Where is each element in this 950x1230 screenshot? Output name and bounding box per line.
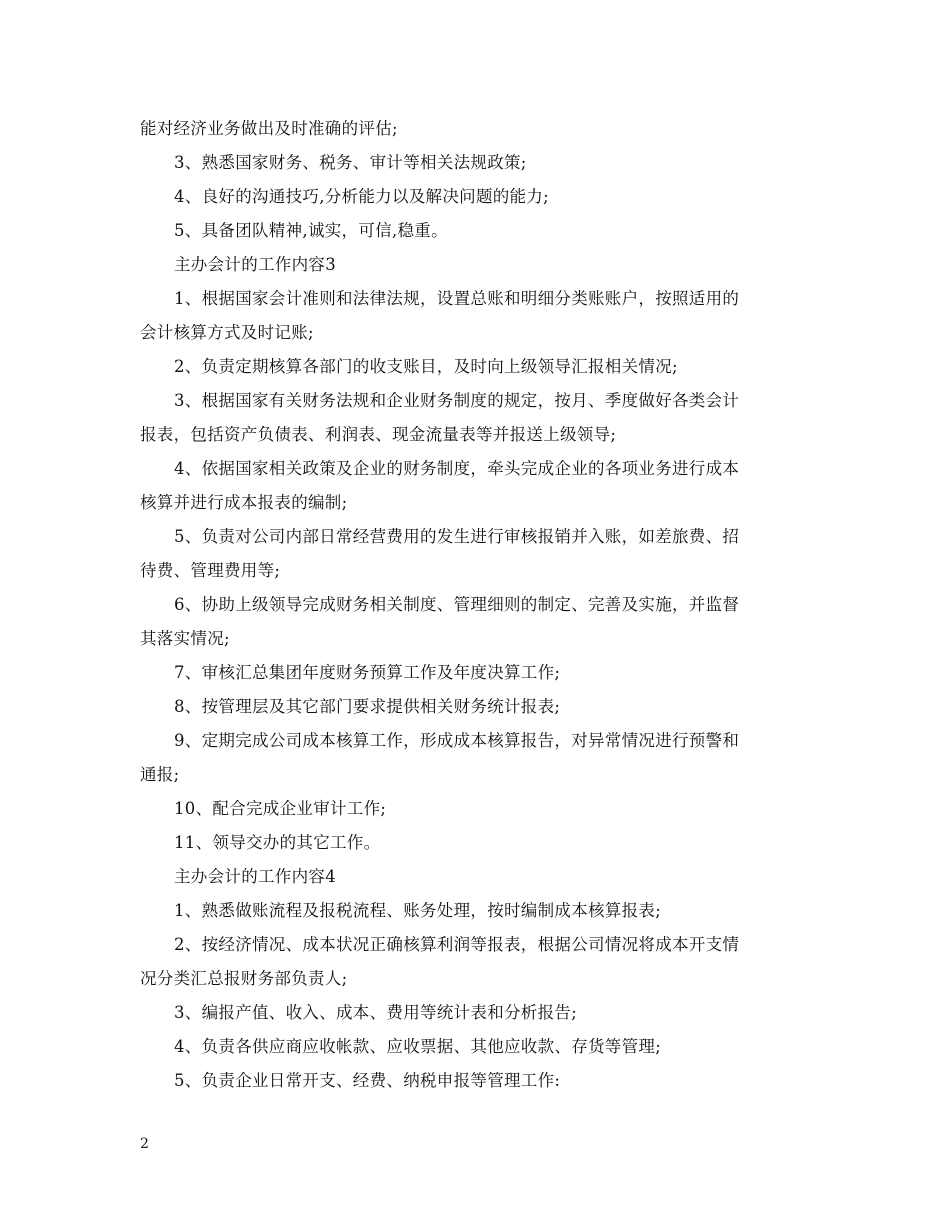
text-line: 4、依据国家相关政策及企业的财务制度，牵头完成企业的各项业务进行成本: [174, 459, 740, 478]
text-line: 核算并进行成本报表的编制;: [140, 493, 348, 512]
text-line: 能对经济业务做出及时准确的评估;: [140, 119, 398, 138]
text-line: 5、负责对公司内部日常经营费用的发生进行审核报销并入账，如差旅费、招: [174, 527, 740, 546]
text-line: 其落实情况;: [140, 629, 230, 648]
text-line: 会计核算方式及时记账;: [140, 323, 314, 342]
section-heading: 主办会计的工作内容4: [174, 867, 336, 886]
text-line: 3、根据国家有关财务法规和企业财务制度的规定，按月、季度做好各类会计: [174, 391, 740, 410]
text-line: 9、定期完成公司成本核算工作，形成成本核算报告，对异常情况进行预警和: [174, 731, 740, 750]
text-line: 2、按经济情况、成本状况正确核算利润等报表，根据公司情况将成本开支情: [174, 935, 740, 954]
text-line: 2、负责定期核算各部门的收支账目，及时向上级领导汇报相关情况;: [174, 357, 678, 376]
text-line: 10、配合完成企业审计工作;: [174, 799, 387, 818]
text-line: 4、负责各供应商应收帐款、应收票据、其他应收款、存货等管理;: [174, 1037, 662, 1056]
text-line: 4、良好的沟通技巧,分析能力以及解决问题的能力;: [174, 187, 550, 206]
text-line: 报表，包括资产负债表、利润表、现金流量表等并报送上级领导;: [140, 425, 617, 444]
text-line: 6、协助上级领导完成财务相关制度、管理细则的制定、完善及实施，并监督: [174, 595, 740, 614]
text-line: 3、熟悉国家财务、税务、审计等相关法规政策;: [174, 153, 527, 172]
text-line: 11、领导交办的其它工作。: [174, 833, 381, 852]
text-line: 8、按管理层及其它部门要求提供相关财务统计报表;: [174, 697, 561, 716]
page-number: 2: [140, 1136, 149, 1152]
text-line: 5、负责企业日常开支、经费、纳税申报等管理工作:: [174, 1071, 561, 1090]
document-body: [140, 112, 810, 1098]
text-line: 通报;: [140, 765, 180, 784]
text-line: 1、熟悉做账流程及报税流程、账务处理，按时编制成本核算报表;: [174, 901, 662, 920]
text-line: 1、根据国家会计准则和法律法规，设置总账和明细分类账账户，按照适用的: [174, 289, 740, 308]
text-line: 7、审核汇总集团年度财务预算工作及年度决算工作;: [174, 663, 561, 682]
text-line: 5、具备团队精神,诚实，可信,稳重。: [174, 221, 448, 240]
text-line: 3、编报产值、收入、成本、费用等统计表和分析报告;: [174, 1003, 578, 1022]
text-line: 待费、管理费用等;: [140, 561, 281, 580]
text-line: 况分类汇总报财务部负责人;: [140, 969, 348, 988]
section-heading: 主办会计的工作内容3: [174, 255, 336, 274]
